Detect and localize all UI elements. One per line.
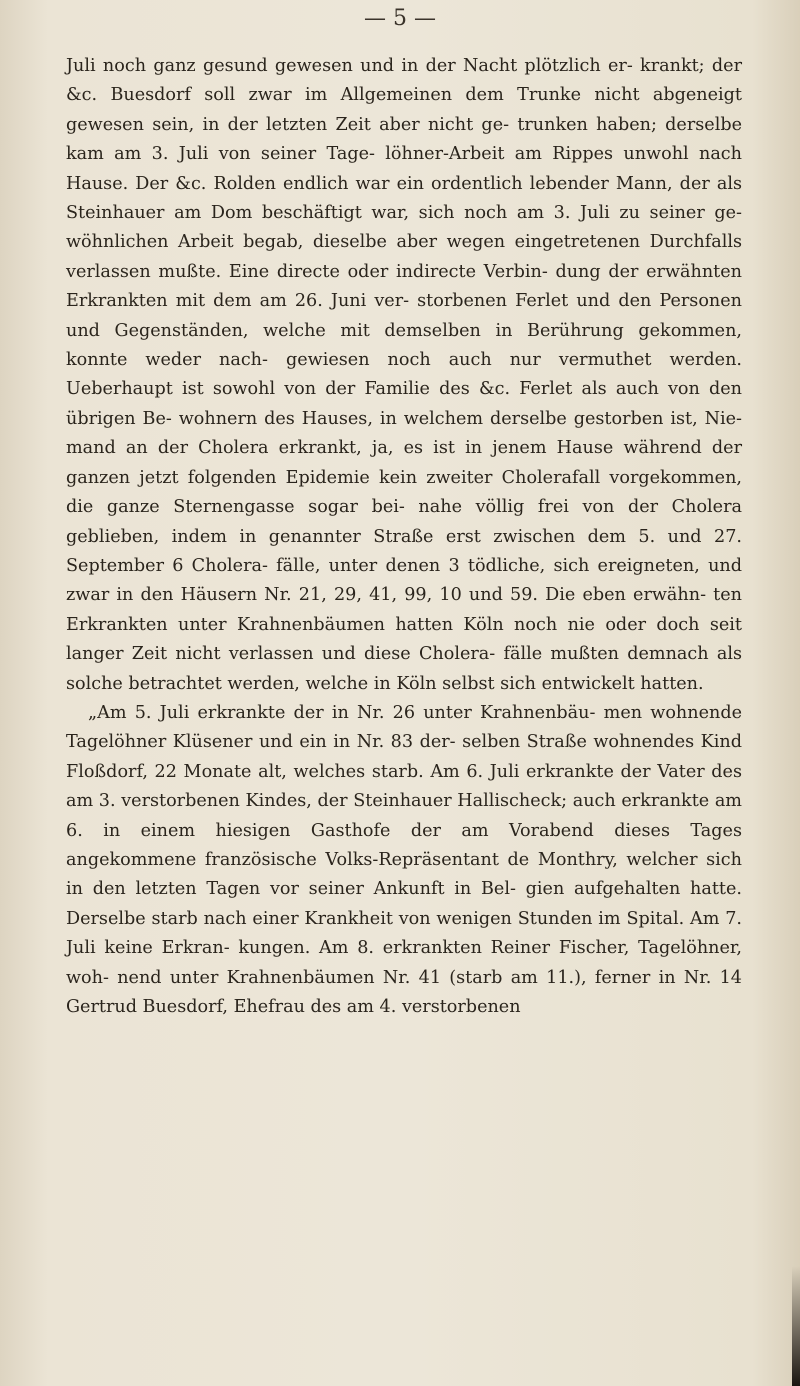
page-edge-shadow: [792, 1266, 800, 1386]
paragraph-2: „Am 5. Juli erkrankte der in Nr. 26 unter Krahnenbäu- men wohnende Tagelöhner Klüsener und ein in Nr. 83 der- selben Straße wohnendes Kind Floßdorf, 22 Monate alt, welches starb. Am 6. Juli erkrankte der Vater des am 3. verstorbenen Kindes, der Steinhauer Hallischeck; auch erkrankte am 6. in einem hiesigen Gasthofe der am Vorabend dieses Tages angekommene französische Volks-Repräsentant de Monthry, welcher sich in den letzten Tagen vor seiner Ankunft in Bel- gien aufgehalten hatte. Derselbe starb nach einer Krankheit von wenigen Stunden im Spital. Am 7. Juli keine Erkran- kungen. Am 8. erkrankten Reiner Fischer, Tagelöhner, woh- nend unter Krahnenbäumen Nr. 41 (starb am 11.), ferner in Nr. 14 Gertrud Buesdorf, Ehefrau des am 4. verstorbenen: [66, 702, 742, 1017]
paragraph-1: Juli noch ganz gesund gewesen und in der Nacht plötzlich er- krankt; der &c. Buesdorf soll zwar im Allgemeinen dem Trunke nicht abgeneigt gewesen sein, in der letzten Zeit aber nicht ge- trunken haben; derselbe kam am 3. Juli von seiner Tage- löhner-Arbeit am Rippes unwohl nach Hause. Der &c. Rolden endlich war ein ordentlich lebender Mann, der als Steinhauer am Dom beschäftigt war, sich noch am 3. Juli zu seiner ge- wöhnlichen Arbeit begab, dieselbe aber wegen eingetretenen Durchfalls verlassen mußte. Eine directe oder indirecte Verbin- dung der erwähnten Erkrankten mit dem am 26. Juni ver- storbenen Ferlet und den Personen und Gegenständen, welche mit demselben in Berührung gekommen, konnte weder nach- gewiesen noch auch nur vermuthet werden. Ueberhaupt ist sowohl von der Familie des &c. Ferlet als auch von den übrigen Be- wohnern des Hauses, in welchem derselbe gestorben ist, Nie- mand an der Cholera erkrankt, ja, es ist in jenem Hause während der ganzen jetzt folgenden Epidemie kein zweiter Cholerafall vorgekommen, die ganze Sternengasse sogar bei- nahe völlig frei von der Cholera geblieben, indem in genannter Straße erst zwischen dem 5. und 27. September 6 Cholera- fälle, unter denen 3 tödliche, sich ereigneten, und zwar in den Häusern Nr. 21, 29, 41, 99, 10 und 59. Die eben erwähn- ten Erkrankten unter Krahnenbäumen hatten Köln noch nie oder doch seit langer Zeit nicht verlassen und diese Cholera- fälle mußten demnach als solche betrachtet werden, welche in Köln selbst sich entwickelt hatten.: [66, 56, 742, 694]
page-number: — 5 —: [364, 6, 436, 31]
body-text: [66, 52, 742, 1022]
